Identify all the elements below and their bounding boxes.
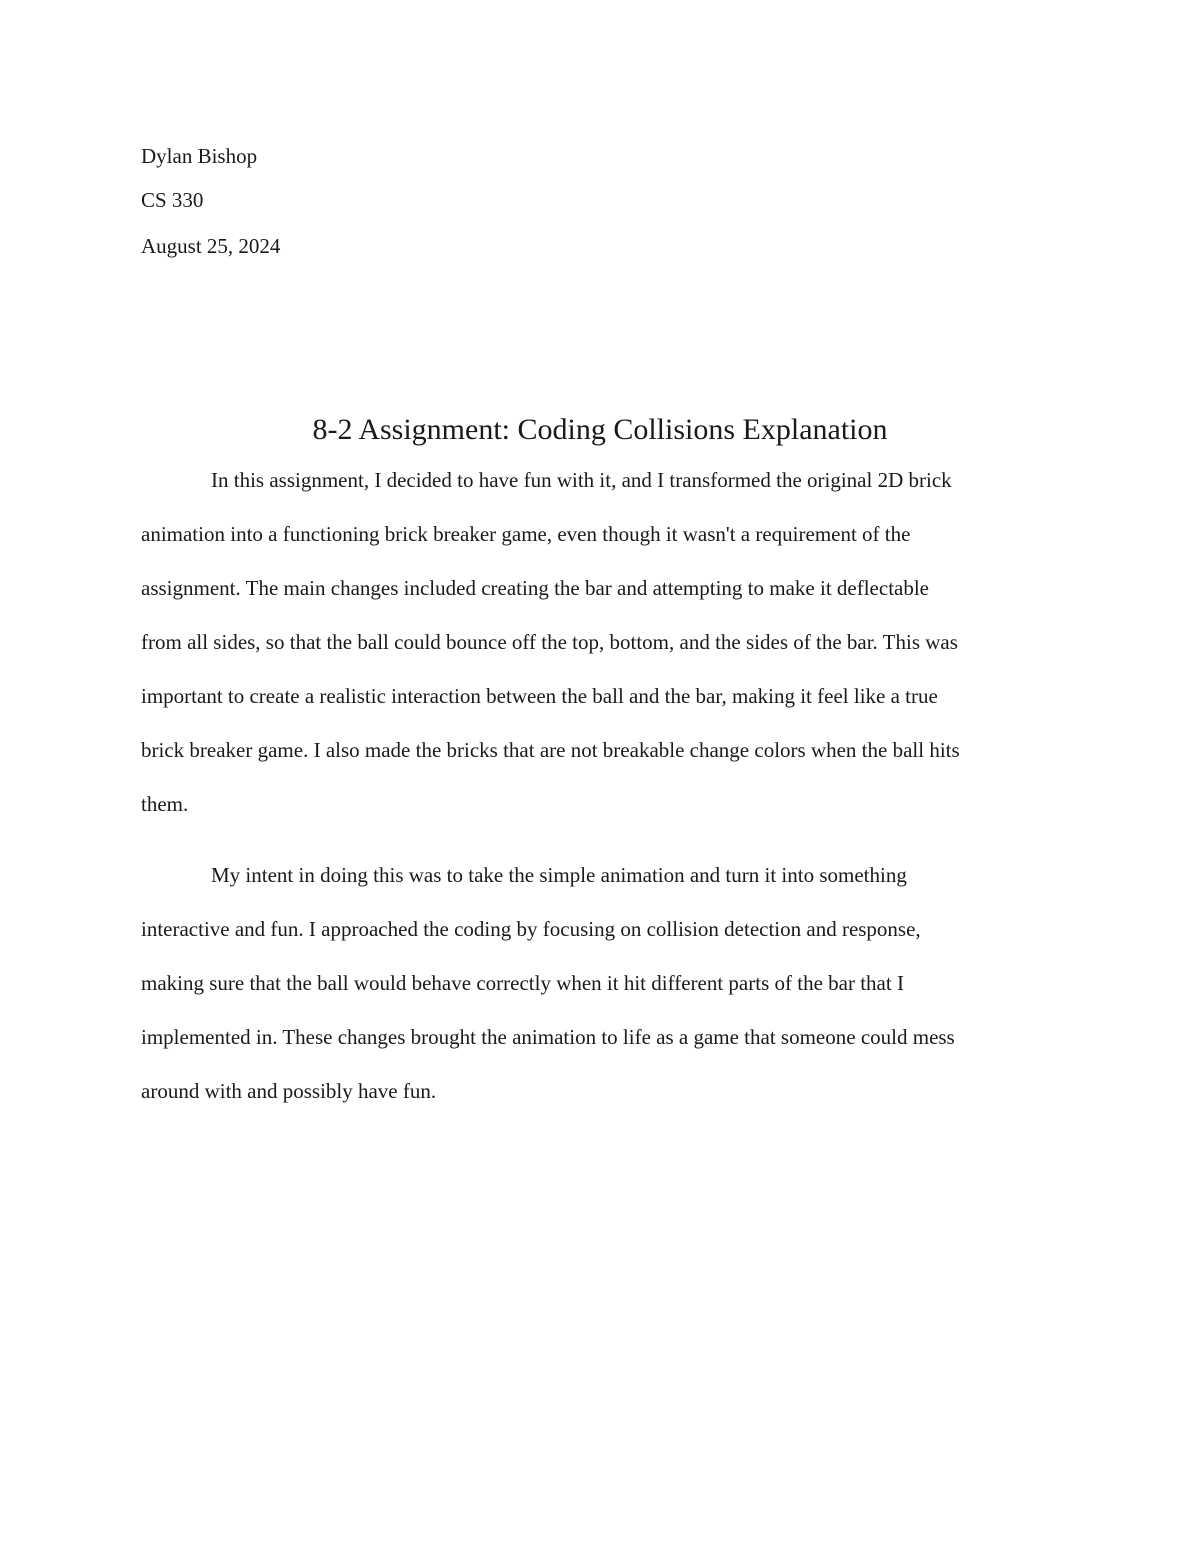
paragraph-2-line-5: around with and possibly have fun. bbox=[141, 1079, 437, 1103]
paragraph-1-line-5: important to create a realistic interaction between the ball and the bar, making it feel like a true bbox=[141, 684, 938, 708]
paragraph-1-line-3: assignment. The main changes included creating the bar and attempting to make it deflectable bbox=[141, 576, 930, 600]
paragraph-2-line-2: interactive and fun. I approached the coding by focusing on collision detection and response, bbox=[141, 917, 921, 941]
paragraph-1-line-1: In this assignment, I decided to have fun with it, and I transformed the original 2D brick bbox=[211, 468, 952, 492]
paragraph-2-line-4: implemented in. These changes brought the animation to life as a game that someone could mess bbox=[141, 1025, 955, 1049]
paragraph-1-line-6: brick breaker game. I also made the bricks that are not breakable change colors when the ball hits bbox=[141, 738, 960, 762]
paragraph-2-line-3: making sure that the ball would behave correctly when it hit different parts of the bar that I bbox=[141, 971, 904, 995]
date-line: August 25, 2024 bbox=[141, 234, 281, 258]
paragraph-1-line-4: from all sides, so that the ball could bounce off the top, bottom, and the sides of the bar. This was bbox=[141, 630, 958, 654]
document-title: 8-2 Assignment: Coding Collisions Explanation bbox=[312, 413, 888, 446]
course-code: CS 330 bbox=[141, 188, 204, 212]
paragraph-1-line-2: animation into a functioning brick breaker game, even though it wasn't a requirement of the bbox=[141, 522, 911, 546]
paragraph-2-line-1: My intent in doing this was to take the simple animation and turn it into something bbox=[211, 863, 907, 887]
paragraph-1-line-7: them. bbox=[141, 792, 189, 816]
author-name: Dylan Bishop bbox=[141, 144, 258, 168]
